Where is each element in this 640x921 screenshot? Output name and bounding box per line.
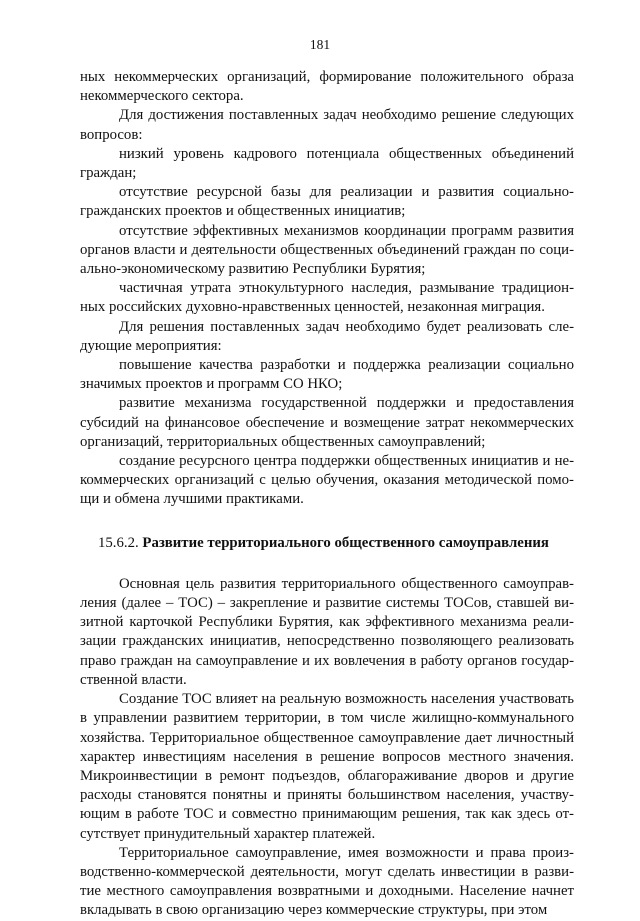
section-heading [80,534,574,553]
section-number: 15.6.2. [98,534,139,551]
paragraph: Территориальное самоуправление, имея возможности и права произ-водственно-коммерческой деятельности, могут сделать инвестиции в разви-тие местного самоуправления возвратными и доходными. Население начнет вкладывать в свою организацию через коммерческие структуры, при этом [80,844,574,919]
paragraph: ных некоммерческих организаций, формирование положительного образа некоммерческого сектора. [80,69,574,105]
list-item: низкий уровень кадрового потенциала общественных объединений граждан; [80,145,574,182]
document-body [80,68,574,921]
list-item: развитие механизма государственной поддержки и предоставления субсидий на финансовое обеспечение и возмещение затрат некоммерческих организаций, территориальных общественных самоуправлений; [80,395,574,450]
list-item: частичная утрата этнокультурного наследия, размывание традицион-ных российских духовно-нравственных ценностей, незаконная миграция. [80,280,574,316]
list-item: повышение качества разработки и поддержка реализации социально значимых проектов и программ СО НКО; [80,357,574,393]
page-number: 181 [309,37,331,52]
paragraph: Для решения поставленных задач необходимо будет реализовать сле-дующие мероприятия: [80,318,574,354]
paragraph: Для достижения поставленных задач необходимо решение следующих вопросов: [80,107,574,143]
section-title: Развитие территориального общественного самоуправления [142,534,549,551]
paragraph: Создание ТОС влияет на реальную возможность населения участвовать в управлении развитием территории, в том числе жилищно-коммунального хозяйства. Территориальное общественное самоуправление дает личностный характер инвестициям населения в решение вопросов местного значения. Микроинвестиции в ремонт подъездов, облагораживание дворов и другие расходы становятся понятны и приняты большинством населения, участву-ющим в работе ТОС и совместно принимающим решения, так как здесь от-сутствует принудительный характер платежей. [80,691,574,842]
list-item: создание ресурсного центра поддержки общественных инициатив и не-коммерческих организаций с целью обучения, оказания методической помо-щи и обмена лучшими практиками. [80,453,574,508]
list-item: отсутствие эффективных механизмов координации программ развития органов власти и деятельности общественных объединений граждан по соци-ально-экономическому развитию Республики Бурятия; [80,222,574,278]
list-item: отсутствие ресурсной базы для реализации и развития социально-гражданских проектов и общественных инициатив; [80,184,574,220]
paragraph: Основная цель развития территориального общественного самоуправ-ления (далее – ТОС) – закрепление и развитие системы ТОСов, ставшей ви-зитной карточкой Республики Бурятия, как эффективного механизма реали-зации гражданских инициатив, непосредственно позволяющего реализовать право граждан на самоуправление и их вовлечения в работу органов государ-ственной власти. [80,575,574,688]
